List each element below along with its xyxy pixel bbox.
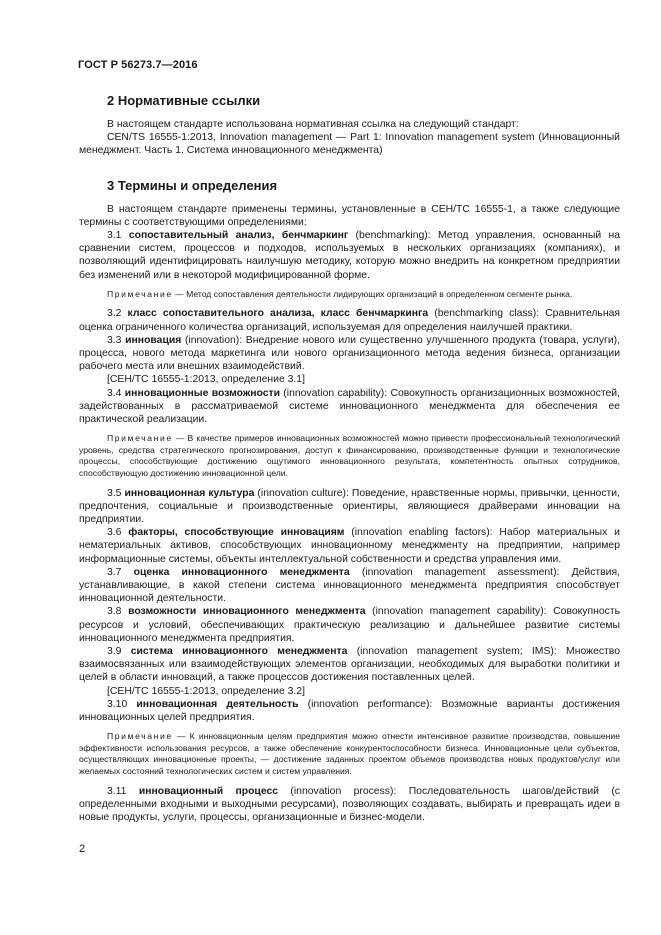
- terms-intro: В настоящем стандарте применены термины, установленные в CEH/TC 16555-1, а также следующие термины с соответствующими определениями:: [79, 203, 620, 228]
- source-reference: [CEH/TC 16555-1:2013, определение 3.2]: [107, 685, 305, 697]
- section-title-references: 2 Нормативные ссылки: [107, 93, 261, 108]
- page-number: 2: [79, 843, 86, 855]
- note-label: Примечание: [107, 433, 173, 444]
- note-3: Примечание — К инновационным целям предприятия можно отнести интенсивное развитие производства, повышение эффективности использования ресурсов, а также обеспечение конкурентоспособности бизнеса. Инновационные цели субъектов, осуществляющих инновационные проекты, — достижение заданных проектом объемов производства новых продуктов/услуг или желаемых состояний технологических систем и систем управления.: [79, 731, 620, 777]
- term-name: система инновационного менеджмента: [130, 646, 348, 658]
- term-3-11: 3.11 инновационный процесс (innovation process): Последовательность шагов/действий (с определенными входными и выходными ресурсами), позволяющих создавать, выбирать и превращать идеи в новые продукты, услуги, процессы, организационные и бизнес-модели.: [79, 785, 620, 824]
- term-name: инновационные возможности: [124, 387, 280, 399]
- document-id: ГОСТ Р 56273.7—2016: [78, 59, 198, 71]
- term-3-5: 3.5 инновационная культура (innovation culture): Поведение, нравственные нормы, привычки, ценности, предпочтения, социальные и производственные ориентиры, являющиеся драйверами инновации на предприятии.: [79, 487, 620, 526]
- term-3-7: 3.7 оценка инновационного менеджмента (innovation management assessment): Действия, устанавливающие, в какой степени система инновационного менеджмента предприятия способствует инновационной деятельности.: [79, 566, 620, 605]
- note-2: Примечание — В качестве примеров инновационных возможностей можно привести профессиональный технологический уровень, средства стратегического прогнозирования, доступ к финансированию, производственные функции и технологические процессы, способствующие достижению ощутимого инновационного результата, компетентность опытных сотрудников, способствующую достижению инновационной цели.: [79, 433, 620, 479]
- term-3-8: 3.8 возможности инновационного менеджмента (innovation management capability): Совокупность ресурсов и условий, обеспечивающих практическую реализацию и дальнейшее развитие системы инновационного менеджмента предприятия.: [79, 606, 620, 644]
- term-3-10: 3.10 инновационная деятельность (innovation performance): Возможные варианты достижения инновационных целей предприятия.: [79, 698, 620, 724]
- source-reference: [CEH/TC 16555-1:2013, определение 3.1]: [107, 374, 305, 386]
- term-name: инновация: [125, 334, 182, 346]
- term-name: инновационная культура: [124, 487, 255, 499]
- note-1: Примечание — Метод сопоставления деятельности лидирующих организаций в определенном сегменте рынка.: [107, 288, 573, 299]
- note-label: Примечание: [107, 731, 173, 742]
- term-3-6: 3.6 факторы, способствующие инновациям (innovation enabling factors): Набор материальных и нематериальных активов, способствующих инновационному менеджменту на предприятии, например информационные системы, объекты интеллектуальной собственности и средства управления ими.: [79, 527, 620, 565]
- term-3-9: 3.9 система инновационного менеджмента (innovation management system; IMS): Множество взаимосвязанных или взаимодействующих элементов организации, необходимых для выработки политики и целей в области инноваций, а также процессов достижения поставленных целей.: [79, 646, 620, 684]
- term-name: класс сопоставительного анализа, класс бенчмаркинга: [127, 308, 429, 320]
- term-name: инновационная деятельность: [136, 698, 299, 710]
- term-name: возможности инновационного менеджмента: [128, 606, 366, 618]
- term-3-2: 3.2 класс сопоставительного анализа, класс бенчмаркинга (benchmarking class): Сравнительная оценка ограниченного количества организаций, используемая для определения наилучшей практики.: [79, 308, 620, 333]
- term-name: сопоставительный анализ, бенчмаркинг: [128, 230, 349, 242]
- term-3-1: 3.1 сопоставительный анализ, бенчмаркинг (benchmarking): Метод управления, основанный на сравнении систем, процессов и подходов, используемых в нескольких организациях (компаниях), и позволяющий идентифицировать наилучшую методику, которую можно внедрить на конкретном предприятии без изменений или в некоторой модифицированной форме.: [79, 230, 621, 281]
- term-name: факторы, способствующие инновациям: [128, 527, 345, 539]
- note-label: Примечание: [107, 288, 173, 299]
- term-name: оценка инновационного менеджмента: [133, 566, 350, 578]
- section-title-terms: 3 Термины и определения: [107, 177, 278, 193]
- references-intro: В настоящем стандарте использована нормативная ссылка на следующий стандарт:: [107, 119, 519, 130]
- term-3-3: 3.3 инновация (innovation): Внедрение нового или существенно улучшенного продукта (товара, услуги), процесса, нового метода маркетинга или нового организационного метода ведения бизнеса, организации рабочего места или внешних взаимодействий.: [79, 334, 620, 373]
- page-content: [79, 93, 620, 824]
- term-name: инновационный процесс: [138, 785, 279, 797]
- reference-item: CEN/TS 16555-1:2013, Innovation management — Part 1: Innovation management system (Инновационный менеджмент. Часть 1. Система инновационного менеджмента): [79, 132, 620, 157]
- term-3-4: 3.4 инновационные возможности (innovation capability): Совокупность организационных возможностей, задействованных в рассматриваемой системе инновационного менеджмента для обеспечения ее практической реализации.: [79, 387, 620, 426]
